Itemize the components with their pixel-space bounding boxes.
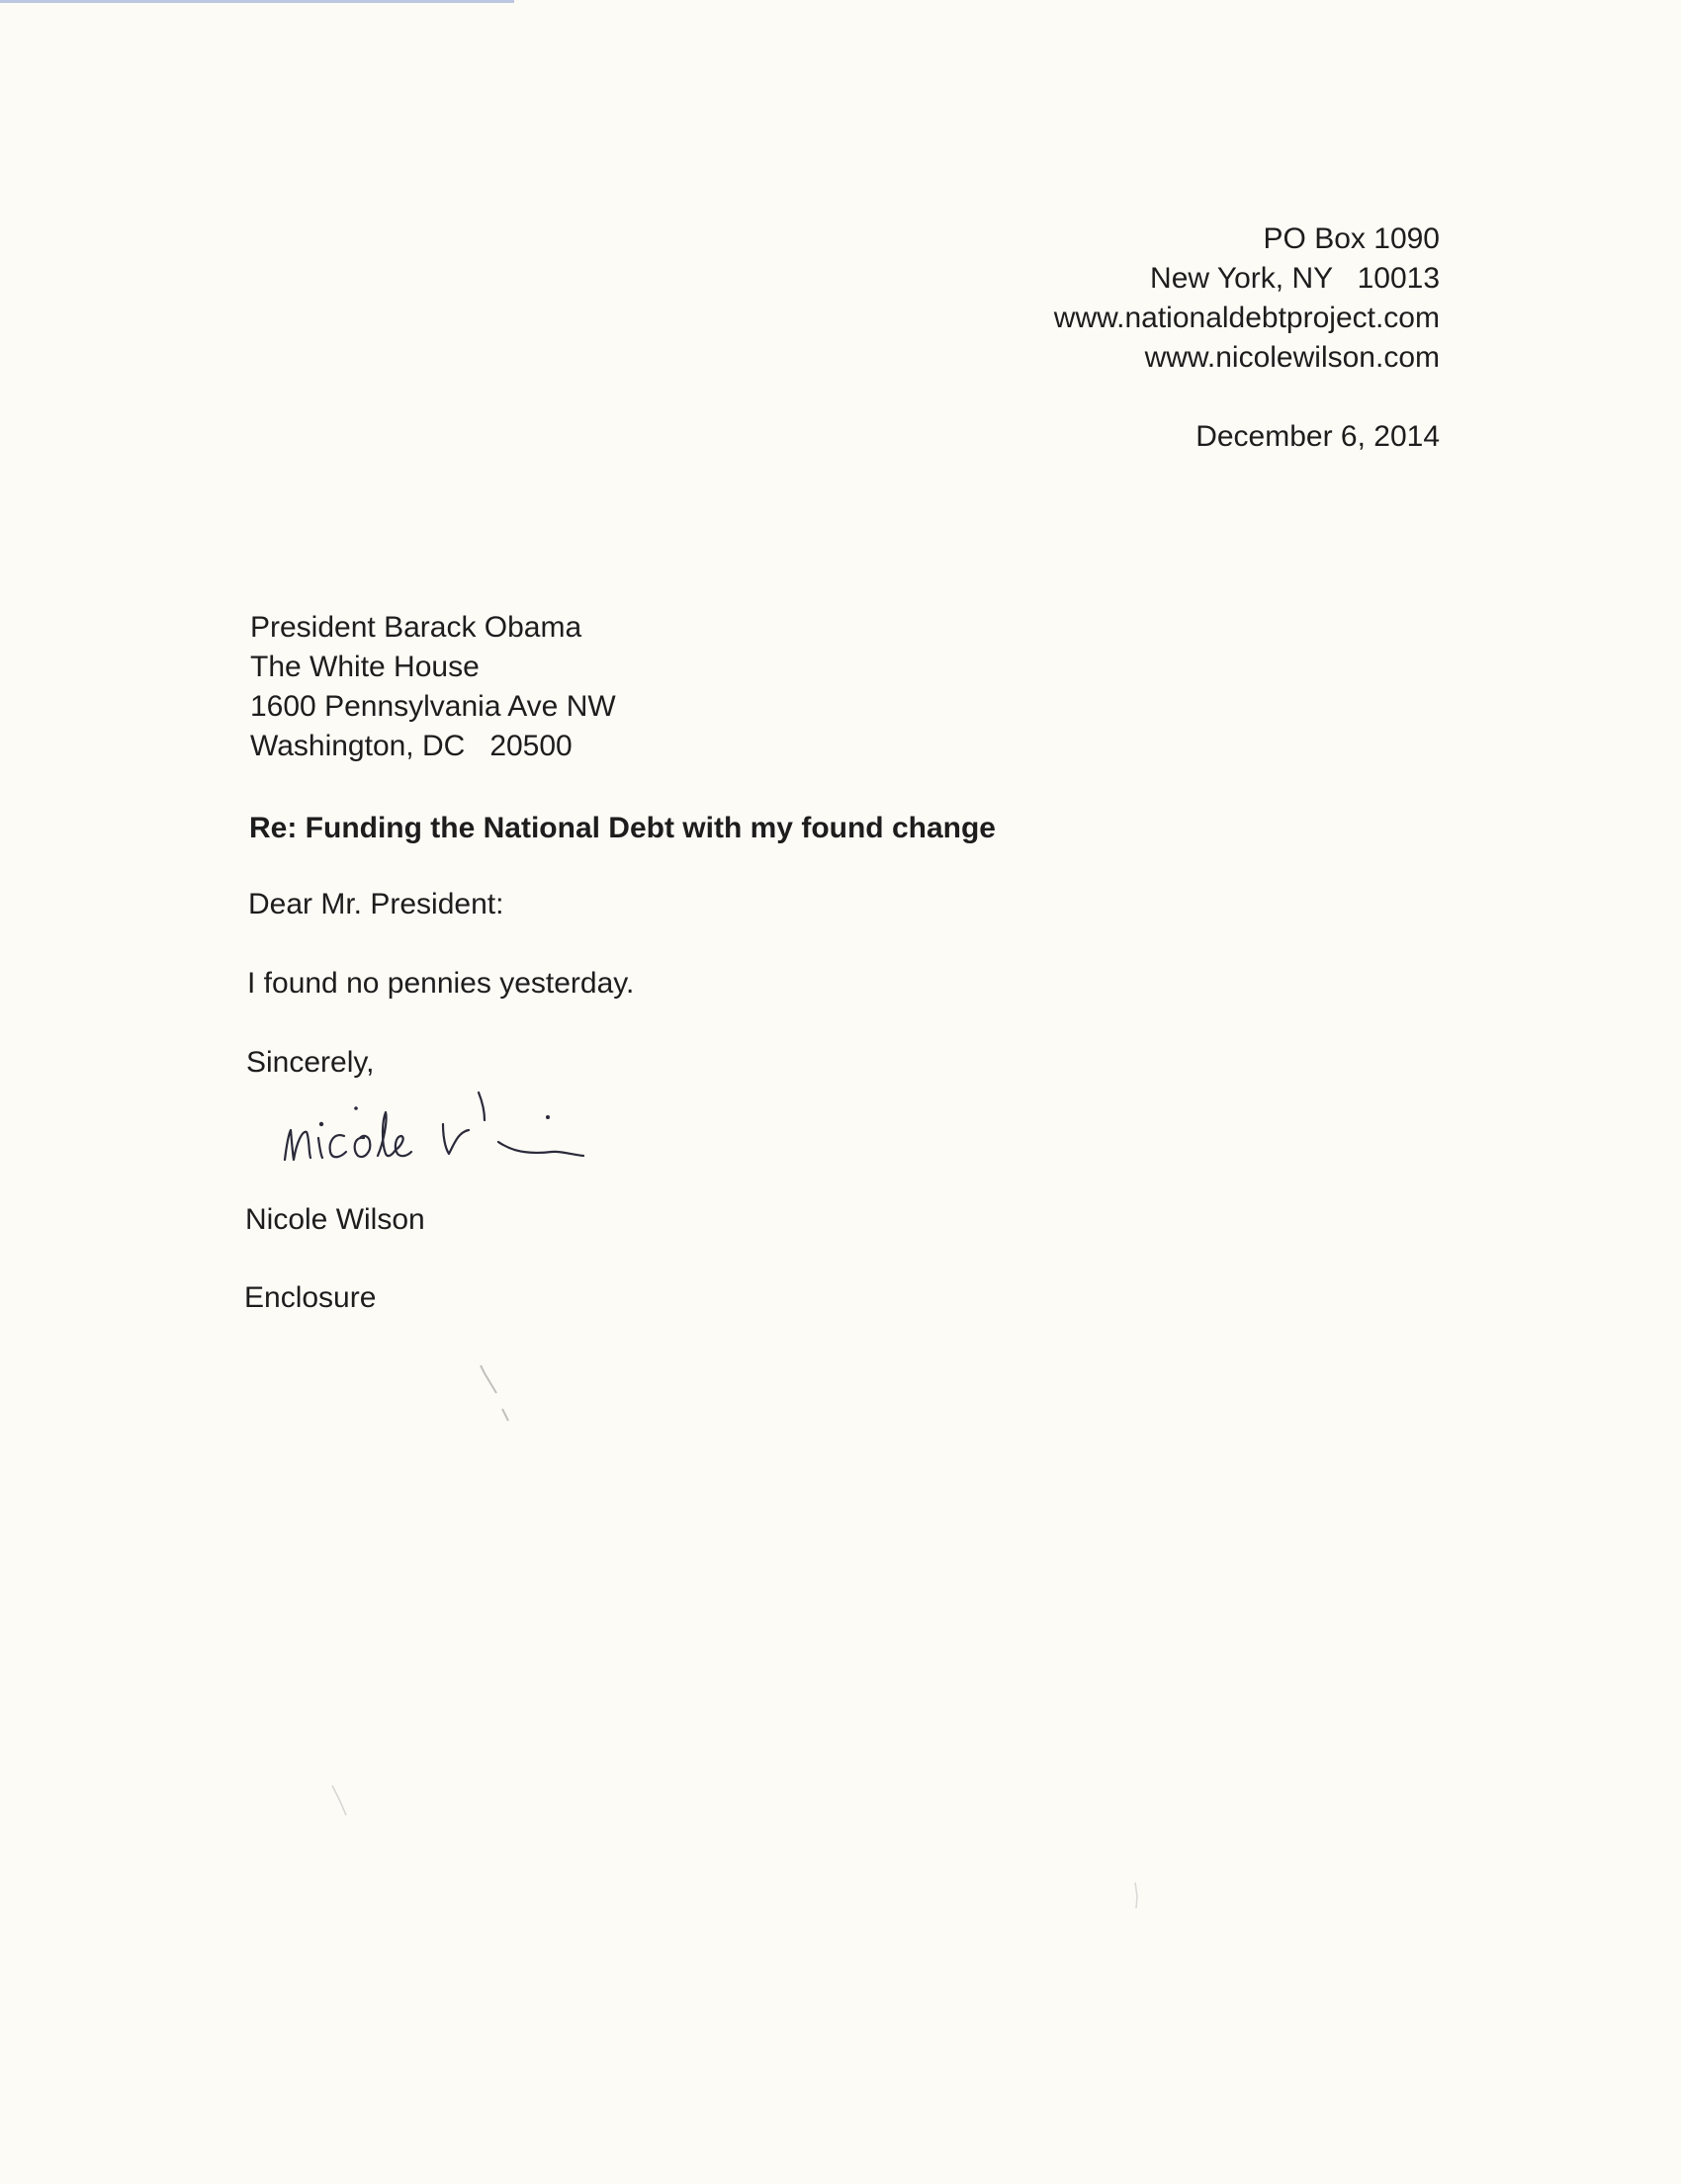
recipient-address-block <box>250 608 616 766</box>
sender-city-line: New York, NY 10013 <box>1150 262 1440 295</box>
handwritten-signature <box>275 1073 621 1181</box>
salutation: Dear Mr. President: <box>248 888 504 920</box>
letter-date: December 6, 2014 <box>1195 420 1440 453</box>
recipient-street: 1600 Pennsylvania Ave NW <box>250 690 616 723</box>
recipient-city-line: Washington, DC 20500 <box>250 730 573 762</box>
recipient-org: The White House <box>250 651 480 683</box>
sender-website-1: www.nationaldebtproject.com <box>1053 302 1440 334</box>
enclosure-note: Enclosure <box>244 1281 377 1314</box>
closing: Sincerely, <box>246 1046 375 1079</box>
letter-body: I found no pennies yesterday. <box>247 967 635 1000</box>
sender-po-box: PO Box 1090 <box>1263 222 1440 255</box>
scan-speck <box>326 1780 366 1839</box>
sender-website-2: www.nicolewilson.com <box>1144 341 1440 374</box>
sender-address-block <box>1054 219 1440 378</box>
scan-speck <box>473 1359 532 1439</box>
signer-name: Nicole Wilson <box>245 1203 425 1236</box>
scan-edge-line <box>0 0 514 3</box>
subject-line: Re: Funding the National Debt with my found change <box>249 812 996 844</box>
recipient-name: President Barack Obama <box>250 611 582 644</box>
scan-speck <box>1127 1878 1147 1918</box>
